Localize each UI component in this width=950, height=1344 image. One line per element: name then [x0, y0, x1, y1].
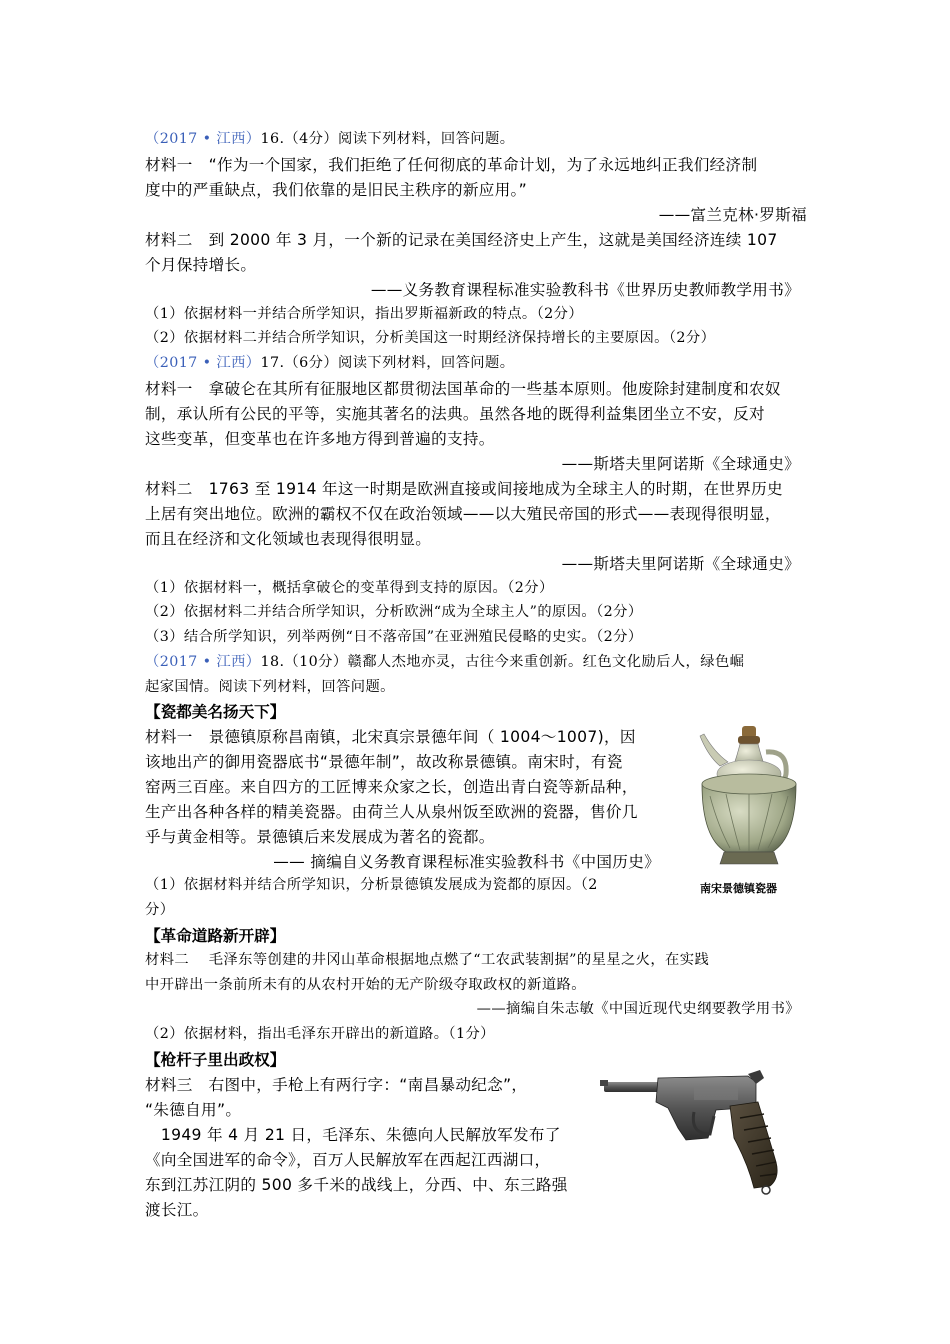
q16-question2: （2）依据材料二并结合所学知识，分析美国这一时期经济保持增长的主要原因。（2分）: [145, 330, 716, 346]
porcelain-image-caption: 南宋景德镇瓷器: [700, 882, 777, 895]
q18-material3-line2: “朱德自用”。: [145, 1101, 242, 1119]
q18-material3-line5: 东到江苏江阴的 500 多千米的战线上，分西、中、东三路强: [145, 1176, 568, 1194]
q18-material3-line6: 渡长江。: [145, 1201, 209, 1219]
q16-source: （2017 • 江西）: [145, 131, 261, 147]
q18-header: [145, 651, 744, 671]
q18-question2: （2）依据材料，指出毛泽东开辟出的新道路。（1分）: [145, 1026, 495, 1042]
q16-question1: （1）依据材料一并结合所学知识，指出罗斯福新政的特点。（2分）: [145, 306, 584, 322]
q16-material2-line1: 材料二 到 2000 年 3 月，一个新的记录在美国经济史上产生，这就是美国经济连续 107: [145, 231, 778, 249]
q18-question1-line2: 分）: [145, 902, 175, 918]
q18-material1-line1: 材料一 景德镇原称昌南镇，北宋真宗景德年间（ 1004～1007)，因: [145, 728, 636, 746]
q16-material2-line2: 个月保持增长。: [145, 256, 257, 274]
q17-material2-line3: 而且在经济和文化领域也表现得很明显。: [145, 530, 432, 548]
q18-question1-line1: （1）依据材料并结合所学知识，分析景德镇发展成为瓷都的原因。（2: [145, 877, 598, 893]
q17-source: （2017 • 江西）: [145, 355, 261, 371]
q16-material1-line1: 材料一 “作为一个国家，我们拒绝了任何彻底的革命计划，为了永远地纠正我们经济制: [145, 156, 758, 174]
q16-intro: 16.（4分）阅读下列材料，回答问题。: [260, 131, 515, 147]
q18-material1-line3: 窑两三百座。来自四方的工匠博来众家之长，创造出青白瓷等新品种，: [145, 778, 638, 796]
q17-material2-line2: 上居有突出地位。欧洲的霸权不仅在政治领域——以大殖民帝国的形式——表现得很明显，: [145, 505, 781, 523]
q18-intro-line2: 起家国情。阅读下列材料，回答问题。: [145, 679, 395, 695]
q18-heading-revolution: 【革命道路新开辟】: [145, 927, 286, 945]
q18-material3-line1: 材料三 右图中，手枪上有两行字：“南昌暴动纪念”，: [145, 1076, 528, 1094]
q18-material1-line2: 该地出产的御用瓷器底书“景德年制”，故改称景德镇。南宋时，有瓷: [145, 753, 623, 771]
q17-question2: （2）依据材料二并结合所学知识，分析欧洲“成为全球主人”的原因。（2分）: [145, 604, 643, 620]
q17-question1: （1）依据材料一，概括拿破仑的变革得到支持的原因。（2分）: [145, 580, 554, 596]
q18-material1-line4: 生产出各种各样的精美瓷器。由荷兰人从泉州饭至欧洲的瓷器，售价几: [145, 803, 638, 821]
q17-material1-line2: 制，承认所有公民的平等，实施其著名的法典。虽然各地的既得利益集团坐立不安，反对: [145, 405, 765, 423]
q18-material3-line3: 1949 年 4 月 21 日，毛泽东、朱德向人民解放军发布了: [145, 1126, 561, 1144]
q18-source: （2017 • 江西）: [145, 654, 261, 670]
q18-material2-line2: 中开辟出一条前所未有的从农村开始的无产阶级夺取政权的新道路。: [145, 977, 586, 993]
q16-header: [145, 128, 514, 148]
porcelain-ewer-icon: [690, 722, 808, 870]
q17-material2-citation: ——斯塔夫里阿诺斯《全球通史》: [561, 555, 800, 573]
porcelain-ewer-image: [690, 722, 808, 870]
q17-material1-line1: 材料一 拿破仑在其所有征服地区都贯彻法国革命的一些基本原则。他废除封建制度和农奴: [145, 380, 781, 398]
q17-material2-line1: 材料二 1763 至 1914 年这一时期是欧洲直接或间接地成为全球主人的时期，在世界历史: [145, 480, 783, 498]
pistol-icon: [598, 1068, 808, 1196]
q18-material1-citation: —— 摘编自义务教育课程标准实验教科书《中国历史》: [273, 853, 660, 871]
q16-material2-citation: ——义务教育课程标准实验教科书《世界历史教师教学用书》: [370, 281, 800, 299]
q18-heading-porcelain: 【瓷都美名扬天下】: [145, 703, 286, 721]
q16-material1-citation: ——富兰克林·罗斯福: [658, 206, 807, 224]
q18-material2-line1: 材料二 毛泽东等创建的井冈山革命根据地点燃了“工农武装割据”的星星之火，在实践: [145, 952, 710, 968]
q18-material2-citation: ——摘编自朱志敏《中国近现代史纲要教学用书》: [476, 1001, 800, 1017]
q17-material1-line3: 这些变革，但变革也在许多地方得到普遍的支持。: [145, 430, 495, 448]
q18-material3-line4: 《向全国进军的命令》，百万人民解放军在西起江西湖口，: [145, 1151, 551, 1169]
pistol-image: [598, 1068, 808, 1196]
q17-material1-citation: ——斯塔夫里阿诺斯《全球通史》: [561, 455, 800, 473]
q18-intro-line1: 18.（10分）赣鄱人杰地亦灵，古往今来重创新。红色文化励后人，绿色崛: [260, 654, 745, 670]
q18-material1-line5: 乎与黄金相等。景德镇后来发展成为著名的瓷都。: [145, 828, 495, 846]
q18-heading-gun: 【枪杆子里出政权】: [145, 1051, 286, 1069]
q17-question3: （3）结合所学知识，列举两例“日不落帝国”在亚洲殖民侵略的史实。（2分）: [145, 629, 643, 645]
q16-material1-line2: 度中的严重缺点，我们依靠的是旧民主秩序的新应用。”: [145, 181, 528, 199]
q17-intro: 17.（6分）阅读下列材料，回答问题。: [260, 355, 515, 371]
q17-header: [145, 352, 514, 372]
